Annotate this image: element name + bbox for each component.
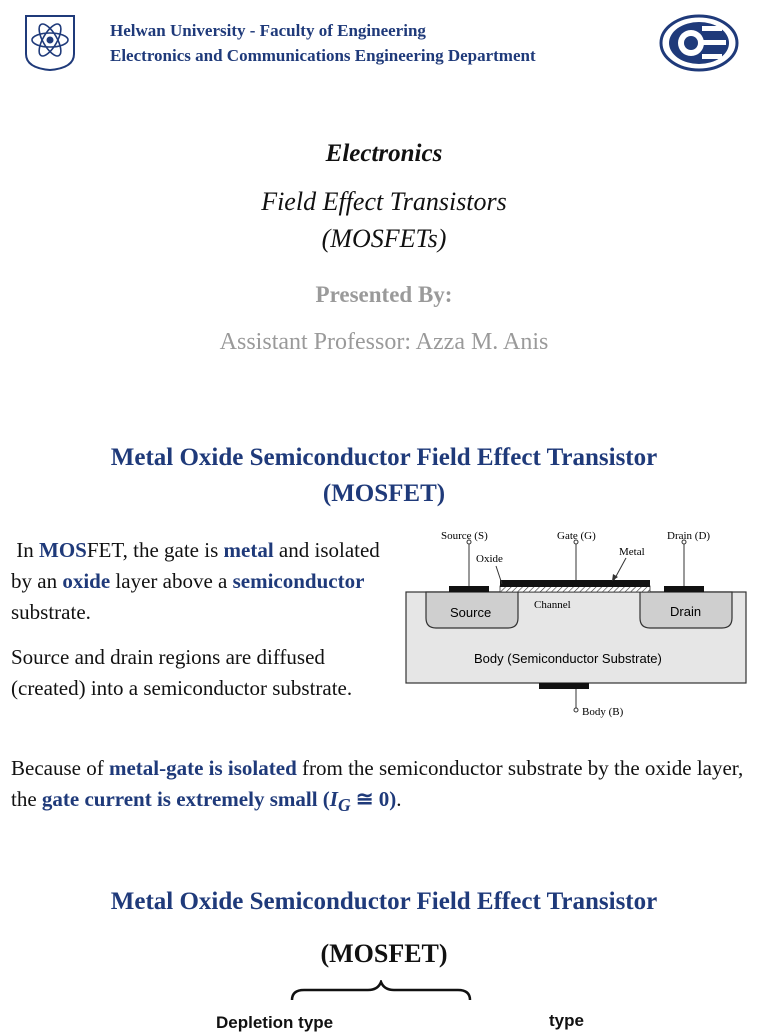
math-rest: ≅ 0): [350, 787, 397, 811]
course-title: Electronics: [325, 140, 443, 167]
body-label: Body (Semiconductor Substrate): [474, 651, 662, 666]
source-contact: [449, 586, 489, 592]
oxide-label: Oxide: [476, 553, 503, 565]
text-run: In: [16, 538, 39, 562]
keyword-metal: metal: [223, 538, 274, 562]
drain-contact: [664, 586, 704, 592]
gate-metal: [500, 580, 650, 587]
presenter-name: Assistant Professor: Azza M. Anis: [219, 329, 549, 355]
body-terminal-label: Body (B): [582, 706, 624, 718]
section1-heading-line2: (MOSFET): [322, 480, 446, 507]
text-run: .: [396, 787, 402, 811]
text-run: Because of: [11, 756, 109, 780]
university-logo: [22, 12, 78, 72]
curly-brace: [290, 980, 472, 1002]
drain-terminal-label: Drain (D): [667, 530, 711, 542]
text-run: gate current is extremely small (: [41, 787, 330, 811]
depletion-type-label: Depletion type: [216, 1013, 334, 1032]
math-variable: I: [329, 787, 338, 811]
keyword-semiconductor: semiconductor: [232, 569, 365, 593]
math-ig: [329, 787, 351, 816]
channel-label: Channel: [534, 599, 571, 611]
gate-terminal-label: Gate (G): [557, 530, 596, 542]
keyword-gate-current: [41, 787, 397, 816]
math-subscript: G: [337, 795, 351, 816]
section2-heading-line1: Metal Oxide Semiconductor Field Effect Transistor: [110, 888, 658, 915]
source-terminal-label: Source (S): [441, 530, 488, 542]
source-drain-paragraph: Source and drain regions are diffused (created) into a semiconductor substrate.: [11, 645, 353, 700]
text-run: substrate.: [11, 600, 91, 624]
topic-title-line2: (MOSFETs): [321, 224, 447, 253]
keyword-metal-gate-isolated: metal-gate is isolated: [108, 756, 297, 780]
text-run: and isolated by an: [11, 538, 380, 593]
text-run: FET, the gate is: [86, 538, 224, 562]
text-run: layer above a: [110, 569, 233, 593]
metal-label: Metal: [619, 546, 645, 558]
keyword-mos: MOS: [39, 538, 87, 562]
body-contact: [539, 683, 589, 689]
text-run: from the semiconductor substrate by the oxide layer, the: [11, 756, 744, 811]
keyword-oxide: oxide: [62, 569, 111, 593]
gate-current-paragraph: [11, 753, 761, 821]
mosfet-structure-diagram: [404, 524, 752, 724]
section2-heading-line2: (MOSFET): [320, 939, 448, 968]
presented-by-label: Presented By:: [315, 282, 453, 307]
type-label: type: [549, 1011, 584, 1030]
university-name: Helwan University - Faculty of Engineering: [110, 21, 426, 40]
mosfet-gate-paragraph: [11, 535, 396, 628]
faculty-logo: [658, 14, 740, 72]
section1-heading-line1: Metal Oxide Semiconductor Field Effect Transistor: [110, 444, 658, 471]
department-name: Electronics and Communications Engineering Department: [110, 46, 536, 65]
drain-region-label: Drain: [670, 604, 702, 619]
topic-title-line1: Field Effect Transistors: [261, 187, 507, 216]
source-region-label: Source: [450, 605, 492, 620]
